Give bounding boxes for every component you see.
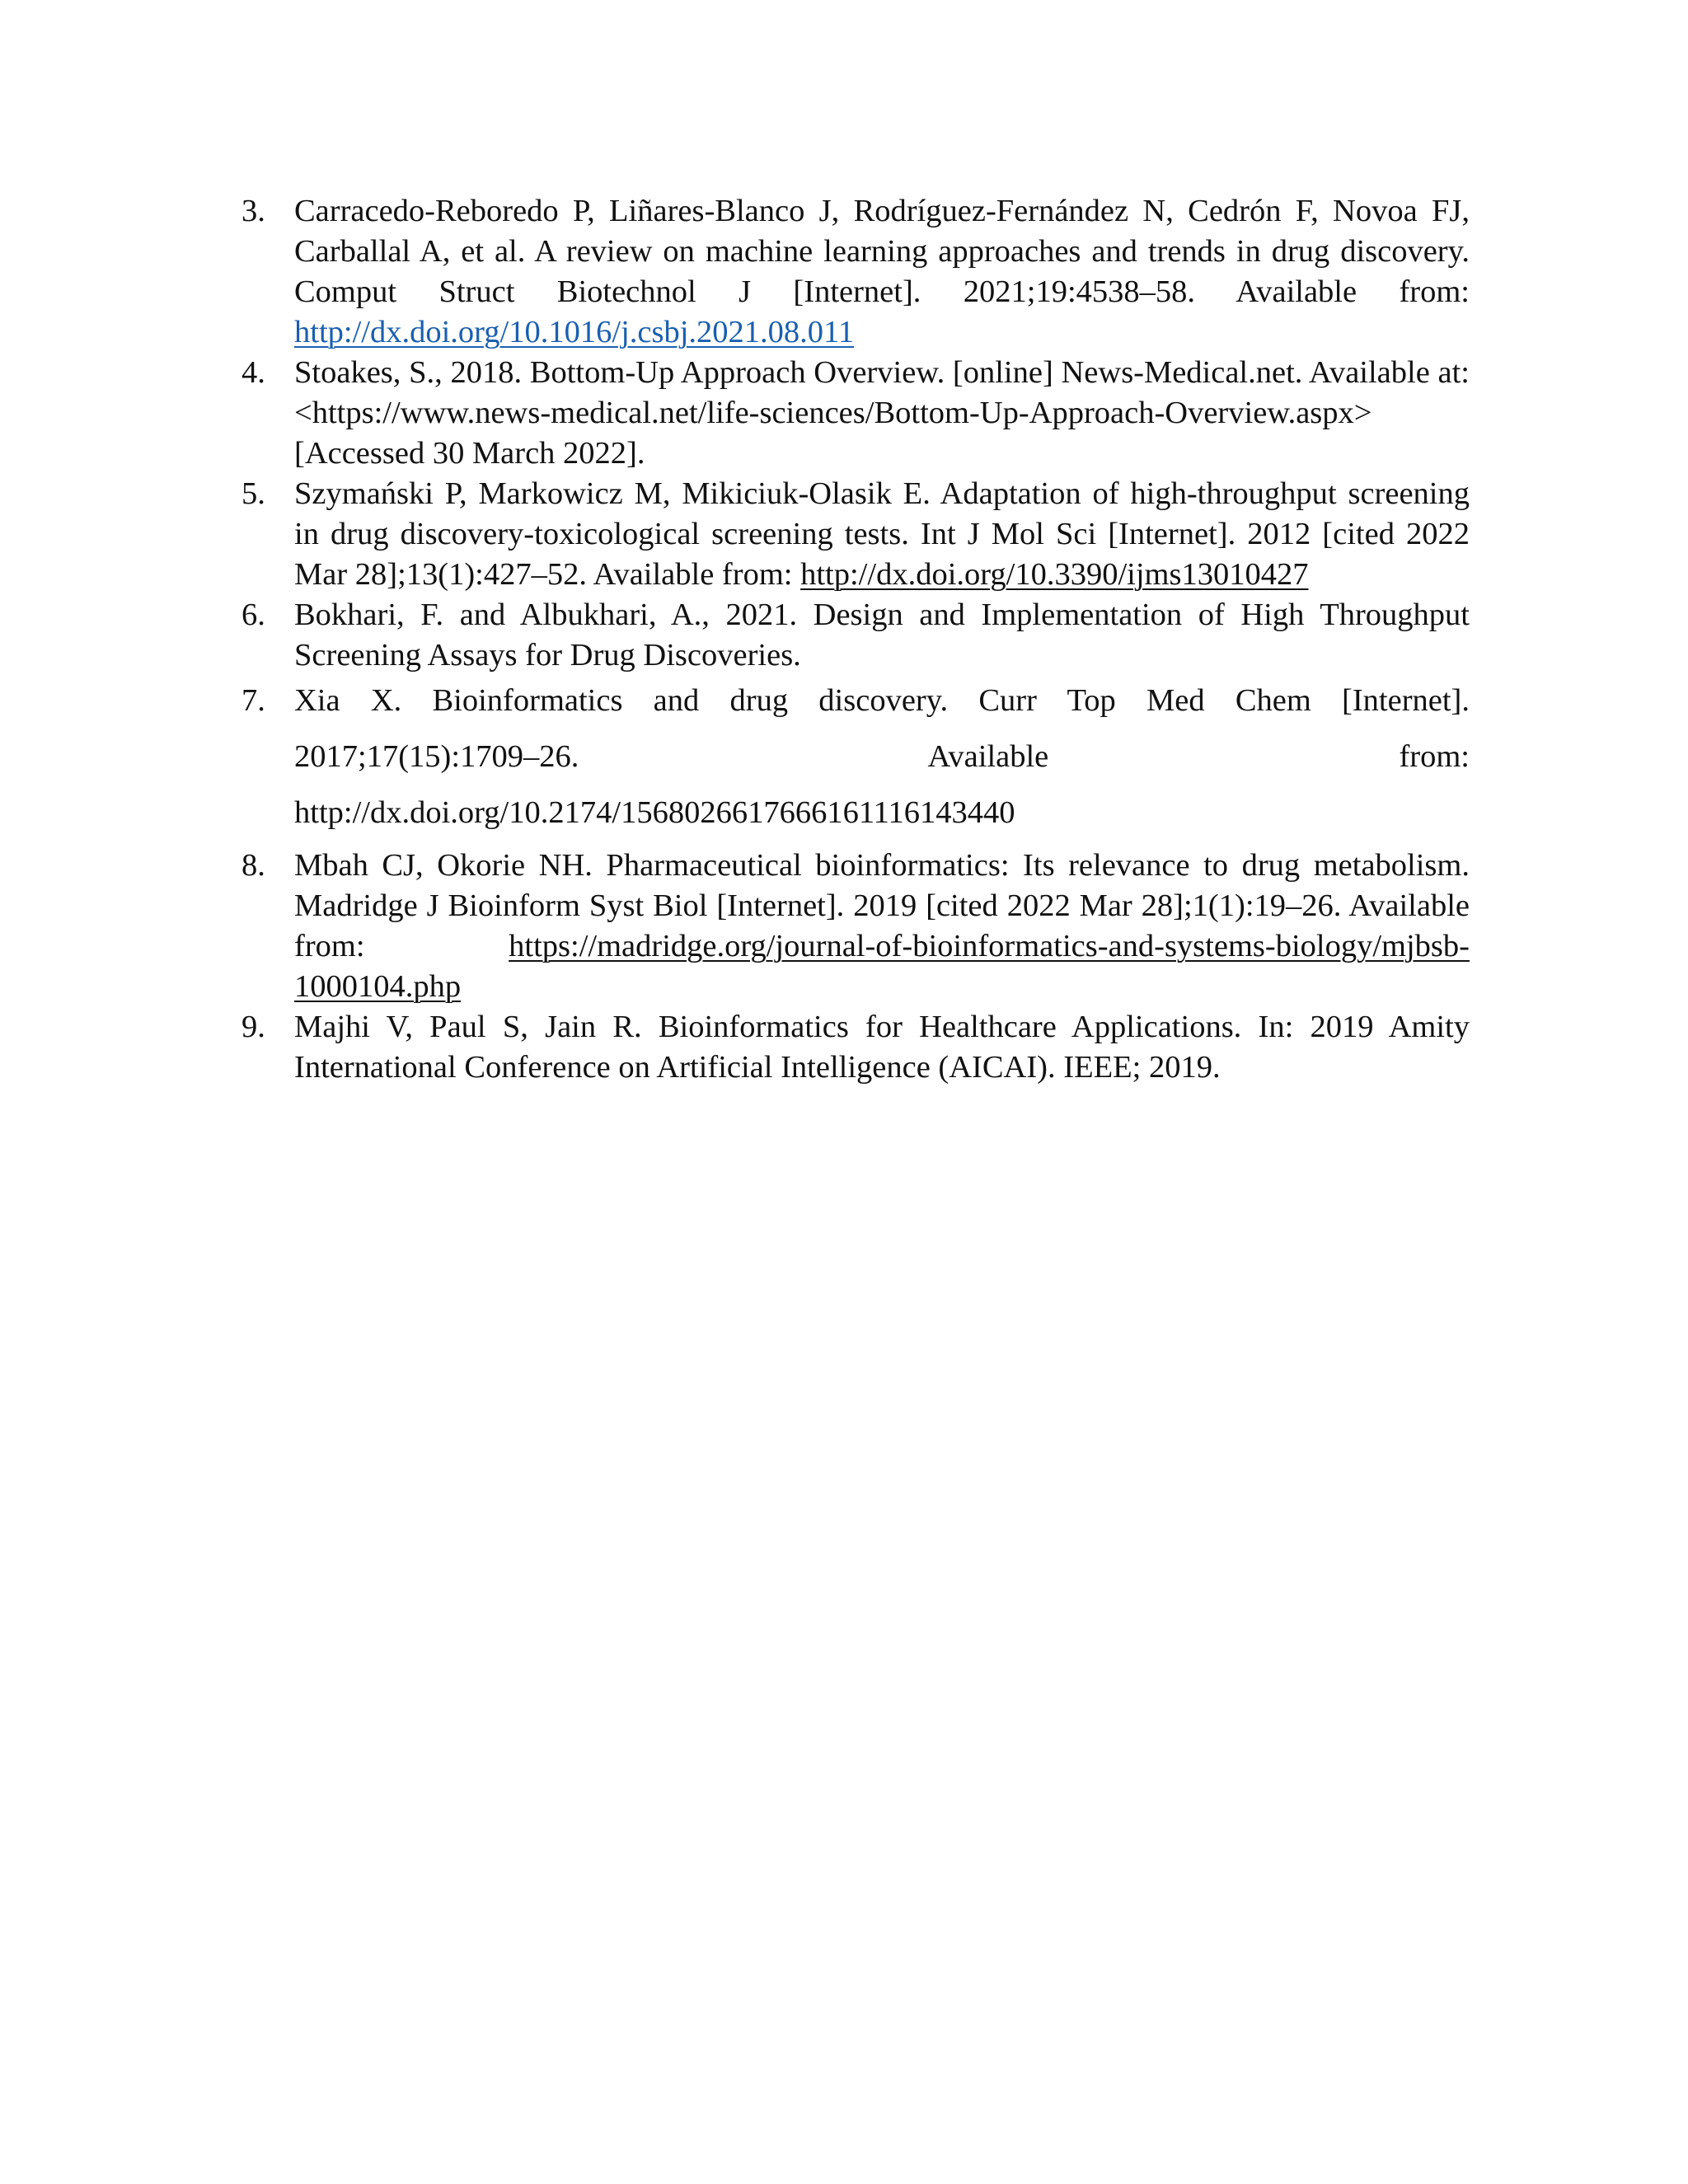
reference-text: Stoakes, S., 2018. Bottom-Up Approach Overview. [online] News-Medical.net. Available at: <https://www.news-medical.net/life-sciences/Bottom-Up-Approach-Overview.aspx> [Accessed 30 March 2022].	[294, 355, 1470, 471]
reference-text: Mbah CJ, Okorie NH. Pharmaceutical bioinformatics: Its relevance to drug metabolism. Madridge J Bioinform Syst Biol [Internet]. 2019 [cited 2022 Mar 28];1(1):19–26. Available from: https://madridge.org/journal-of-bioinformatics-and-systems-biology/mjbsb-1000104.php	[294, 848, 1470, 1004]
reference-text: Bokhari, F. and Albukhari, A., 2021. Design and Implementation of High Throughput Screening Assays for Drug Discoveries.	[294, 598, 1470, 673]
reference-link[interactable]: https://madridge.org/journal-of-bioinformatics-and-systems-biology/mjbsb-1000104.php	[294, 929, 1470, 1004]
reference-item-7	[241, 673, 1470, 841]
reference-item-9	[241, 1007, 1470, 1088]
reference-number: 3.	[241, 194, 265, 228]
reference-text: Carracedo-Reboredo P, Liñares-Blanco J, Rodríguez-Fernández N, Cedrón F, Novoa FJ, Carballal A, et al. A review on machine learning approaches and trends in drug discovery. Comput Struct Biotechnol J [Internet]. 2021;19:4538–58. Available from: http://dx.doi.org/10.1016/j.csbj.2021.08.011	[294, 194, 1470, 349]
reference-item-5	[241, 474, 1470, 595]
reference-number: 9.	[241, 1010, 265, 1044]
reference-link[interactable]: http://dx.doi.org/10.1016/j.csbj.2021.08.011	[294, 315, 855, 349]
reference-number: 6.	[241, 598, 265, 632]
reference-link[interactable]: http://dx.doi.org/10.3390/ijms13010427	[800, 557, 1309, 592]
reference-text: Szymański P, Markowicz M, Mikiciuk-Olasik E. Adaptation of high-throughput screening in drug discovery-toxicological screening tests. Int J Mol Sci [Internet]. 2012 [cited 2022 Mar 28];13(1):427–52. Available from: http://dx.doi.org/10.3390/ijms13010427	[294, 476, 1470, 592]
reference-item-4	[241, 353, 1470, 474]
reference-number: 5.	[241, 476, 265, 511]
reference-item-3	[241, 191, 1470, 353]
reference-item-6	[241, 595, 1470, 676]
reference-list	[241, 191, 1470, 1088]
reference-number: 4.	[241, 355, 265, 390]
reference-item-8	[241, 846, 1470, 1007]
reference-text: Majhi V, Paul S, Jain R. Bioinformatics for Healthcare Applications. In: 2019 Amity International Conference on Artificial Intelligence (AICAI). IEEE; 2019.	[294, 1010, 1470, 1085]
reference-number: 8.	[241, 848, 265, 883]
reference-number: 7.	[241, 683, 265, 718]
reference-text: Xia X. Bioinformatics and drug discovery. Curr Top Med Chem [Internet]. 2017;17(15):1709–26. Available from: http://dx.doi.org/10.2174/1568026617666161116143440	[294, 683, 1470, 830]
